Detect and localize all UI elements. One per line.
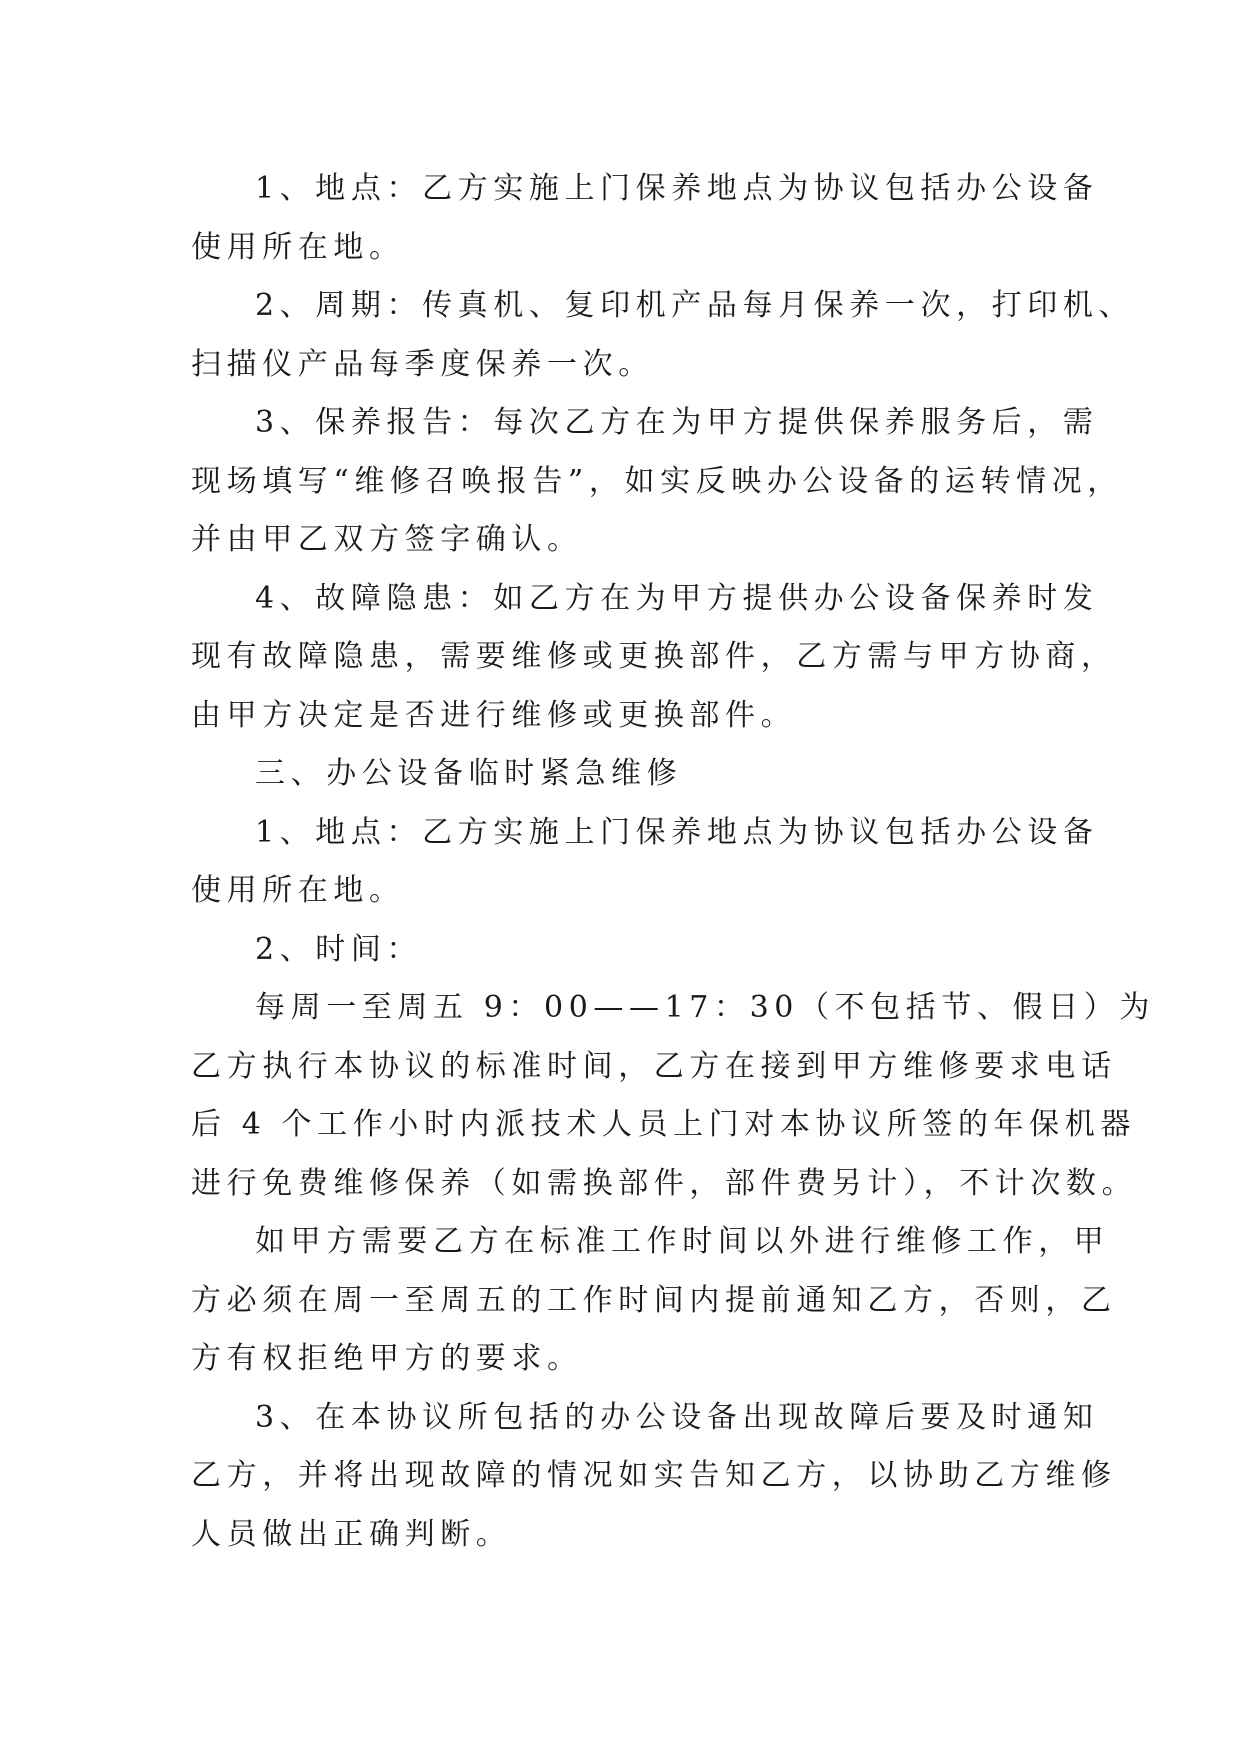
- paragraph: [191, 277, 1135, 394]
- text-line: 方有权拒绝甲方的要求。: [191, 1341, 583, 1376]
- paragraph: [191, 921, 1071, 980]
- text-line: 乙方执行本协议的标准时间，乙方在接到甲方维修要求电话: [191, 1048, 1117, 1084]
- text-line: 并由甲乙双方签字确认。: [191, 522, 583, 557]
- text-line: 如甲方需要乙方在标准工作时间以外进行维修工作，甲: [255, 1224, 1110, 1259]
- text-line: 3、在本协议所包括的办公设备出现故障后要及时通知: [255, 1399, 1099, 1435]
- text-line: 每周一至周五 9：00——17：30（不包括节、假日）为: [255, 990, 1155, 1025]
- paragraph: [191, 570, 1117, 746]
- text-line: 由甲方决定是否进行维修或更换部件。: [191, 697, 797, 733]
- paragraph: [191, 1213, 1117, 1389]
- text-line: 4、故障隐患：如乙方在为甲方提供办公设备保养时发: [255, 580, 1099, 616]
- paragraph: [191, 979, 1155, 1213]
- section-heading: [191, 745, 1071, 804]
- text-line: 使用所在地。: [191, 229, 405, 265]
- paragraph: [191, 394, 1123, 570]
- text-line: 人员做出正确判断。: [191, 1516, 512, 1552]
- text-line: 乙方，并将出现故障的情况如实告知乙方，以协助乙方维修: [191, 1458, 1117, 1493]
- text-line: 现有故障隐患，需要维修或更换部件，乙方需与甲方协商，: [191, 639, 1117, 674]
- text-line: 三、办公设备临时紧急维修: [255, 756, 683, 791]
- text-line: 扫描仪产品每季度保养一次。: [191, 346, 654, 382]
- text-line: 3、保养报告：每次乙方在为甲方提供保养服务后，需: [255, 405, 1099, 440]
- paragraph: [191, 160, 1099, 277]
- paragraph: [191, 1389, 1117, 1565]
- text-line: 1、地点：乙方实施上门保养地点为协议包括办公设备: [255, 171, 1099, 206]
- text-line: 方必须在周一至周五的工作时间内提前通知乙方，否则，乙: [191, 1282, 1117, 1318]
- text-line: 1、地点：乙方实施上门保养地点为协议包括办公设备: [255, 814, 1099, 850]
- paragraph: [191, 804, 1099, 921]
- text-line: 后 4 个工作小时内派技术人员上门对本协议所签的年保机器: [191, 1107, 1136, 1142]
- text-line: 现场填写“维修召唤报告”，如实反映办公设备的运转情况，: [191, 463, 1123, 499]
- text-line: 2、时间：: [255, 931, 423, 967]
- text-line: 使用所在地。: [191, 873, 405, 908]
- text-line: 进行免费维修保养（如需换部件，部件费另计），不计次数。: [191, 1165, 1138, 1201]
- document-body: [191, 160, 1155, 1564]
- text-line: 2、周期：传真机、复印机产品每月保养一次，打印机、: [255, 288, 1135, 323]
